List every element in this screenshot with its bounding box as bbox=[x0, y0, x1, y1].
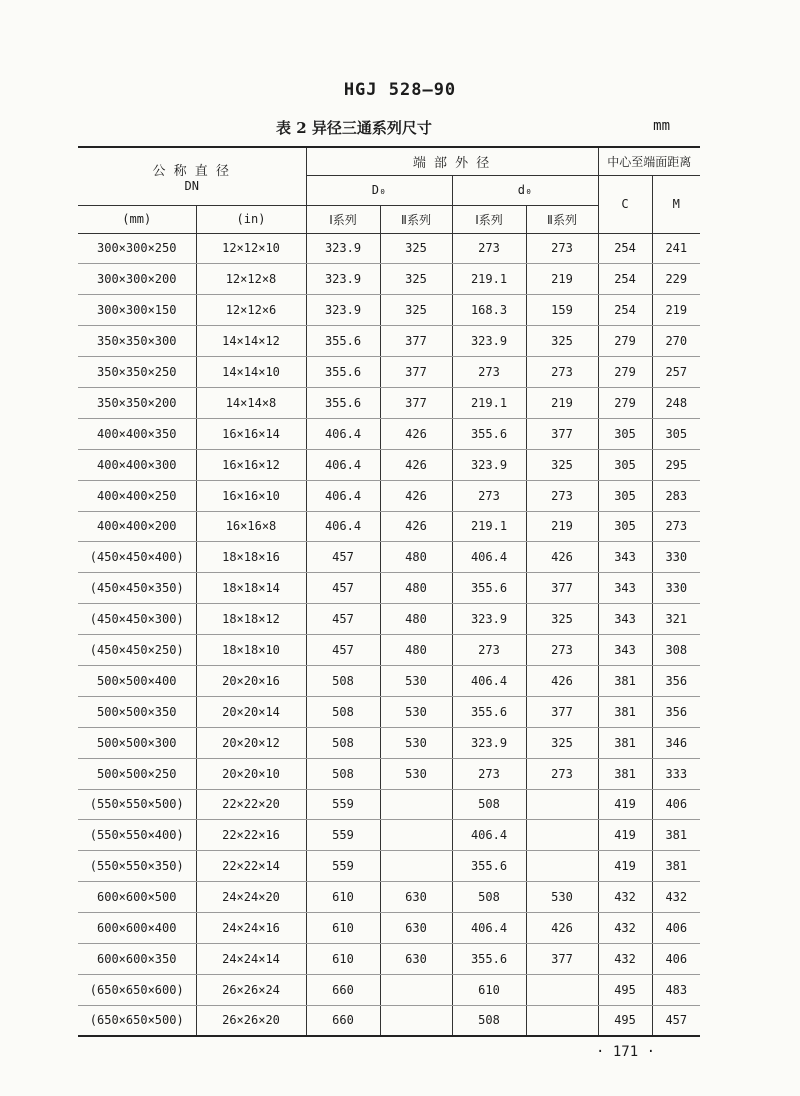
cell-d0-s1: 610 bbox=[306, 882, 380, 913]
cell-dn-mm: 400×400×250 bbox=[78, 480, 196, 511]
cell-dn-in: 22×22×20 bbox=[196, 789, 306, 820]
cell-m-value: 273 bbox=[652, 511, 700, 542]
cell-dn-mm: (550×550×350) bbox=[78, 851, 196, 882]
cell-d0b-s1: 355.6 bbox=[452, 418, 526, 449]
cell-d0b-s1: 323.9 bbox=[452, 326, 526, 357]
cell-d0-s1: 406.4 bbox=[306, 449, 380, 480]
cell-dn-in: 16×16×14 bbox=[196, 418, 306, 449]
cell-m-value: 457 bbox=[652, 1005, 700, 1036]
cell-dn-mm: 350×350×200 bbox=[78, 387, 196, 418]
cell-dn-mm: (450×450×400) bbox=[78, 542, 196, 573]
cell-d0-s2 bbox=[380, 789, 452, 820]
cell-d0b-s2: 219 bbox=[526, 511, 598, 542]
dn-header-sub: DN bbox=[184, 178, 199, 193]
cell-c-value: 305 bbox=[598, 418, 652, 449]
cell-d0-s2: 630 bbox=[380, 943, 452, 974]
unit-label: mm bbox=[653, 118, 670, 134]
cell-d0-s1: 355.6 bbox=[306, 357, 380, 388]
cell-dn-mm: (650×650×600) bbox=[78, 974, 196, 1005]
table-row bbox=[78, 1005, 700, 1036]
cell-d0-s1: 406.4 bbox=[306, 511, 380, 542]
cell-m-value: 330 bbox=[652, 542, 700, 573]
cell-dn-in: 18×18×14 bbox=[196, 573, 306, 604]
cell-dn-mm: 600×600×350 bbox=[78, 943, 196, 974]
cell-d0b-s2: 426 bbox=[526, 665, 598, 696]
cell-d0-s2: 530 bbox=[380, 727, 452, 758]
cell-dn-in: 22×22×16 bbox=[196, 820, 306, 851]
cell-d0-s1: 508 bbox=[306, 727, 380, 758]
table-row bbox=[78, 573, 700, 604]
cell-d0b-s2 bbox=[526, 974, 598, 1005]
cell-c-value: 419 bbox=[598, 789, 652, 820]
cell-d0b-s2: 377 bbox=[526, 943, 598, 974]
cell-d0-s1: 508 bbox=[306, 758, 380, 789]
cell-c-value: 432 bbox=[598, 913, 652, 944]
cell-dn-mm: 500×500×400 bbox=[78, 665, 196, 696]
table-caption: 表 2 异径三通系列尺寸 bbox=[276, 119, 432, 137]
cell-d0b-s2: 377 bbox=[526, 418, 598, 449]
cell-d0b-s2: 377 bbox=[526, 696, 598, 727]
cell-c-value: 305 bbox=[598, 511, 652, 542]
cell-d0b-s1: 219.1 bbox=[452, 264, 526, 295]
table-row bbox=[78, 820, 700, 851]
cell-c-value: 495 bbox=[598, 1005, 652, 1036]
table-row bbox=[78, 233, 700, 264]
cell-d0-s2: 480 bbox=[380, 635, 452, 666]
cell-d0b-s1: 323.9 bbox=[452, 449, 526, 480]
cell-d0b-s2: 530 bbox=[526, 882, 598, 913]
cell-m-value: 257 bbox=[652, 357, 700, 388]
cell-m-value: 406 bbox=[652, 913, 700, 944]
series1-header: Ⅰ系列 bbox=[452, 205, 526, 233]
cell-d0-s1: 660 bbox=[306, 974, 380, 1005]
cell-dn-in: 14×14×10 bbox=[196, 357, 306, 388]
cell-d0-s1: 508 bbox=[306, 665, 380, 696]
table-row bbox=[78, 449, 700, 480]
cell-dn-mm: 350×350×300 bbox=[78, 326, 196, 357]
cell-m-value: 219 bbox=[652, 295, 700, 326]
cell-d0-s1: 355.6 bbox=[306, 387, 380, 418]
cell-m-value: 381 bbox=[652, 820, 700, 851]
cell-d0-s2: 426 bbox=[380, 480, 452, 511]
cell-d0b-s1: 406.4 bbox=[452, 913, 526, 944]
cell-d0b-s2: 219 bbox=[526, 387, 598, 418]
cell-d0-s1: 457 bbox=[306, 604, 380, 635]
cell-d0b-s2: 273 bbox=[526, 758, 598, 789]
cell-d0-s2: 426 bbox=[380, 418, 452, 449]
cell-dn-in: 16×16×8 bbox=[196, 511, 306, 542]
cell-m-value: 333 bbox=[652, 758, 700, 789]
cell-d0-s2: 377 bbox=[380, 357, 452, 388]
cell-c-value: 381 bbox=[598, 727, 652, 758]
cell-d0b-s2: 219 bbox=[526, 264, 598, 295]
cell-d0b-s1: 273 bbox=[452, 233, 526, 264]
cell-d0b-s1: 406.4 bbox=[452, 665, 526, 696]
cell-d0-s1: 610 bbox=[306, 943, 380, 974]
cell-dn-mm: (550×550×500) bbox=[78, 789, 196, 820]
cell-d0b-s1: 406.4 bbox=[452, 542, 526, 573]
cell-m-value: 346 bbox=[652, 727, 700, 758]
cell-d0b-s1: 355.6 bbox=[452, 943, 526, 974]
cell-d0-s1: 660 bbox=[306, 1005, 380, 1036]
standard-code: HGJ 528—90 bbox=[343, 80, 457, 100]
center-distance-header: 中心至端面距离 bbox=[598, 147, 700, 175]
dn-header-label: 公 称 直 径 bbox=[152, 163, 231, 179]
cell-d0-s2: 325 bbox=[380, 264, 452, 295]
cell-d0b-s1: 219.1 bbox=[452, 511, 526, 542]
cell-d0-s1: 355.6 bbox=[306, 326, 380, 357]
cell-dn-in: 24×24×20 bbox=[196, 882, 306, 913]
cell-m-value: 356 bbox=[652, 696, 700, 727]
cell-d0b-s2: 325 bbox=[526, 604, 598, 635]
table-row bbox=[78, 387, 700, 418]
cell-c-value: 254 bbox=[598, 233, 652, 264]
cell-c-value: 381 bbox=[598, 758, 652, 789]
cell-d0b-s1: 508 bbox=[452, 1005, 526, 1036]
cell-d0b-s2: 159 bbox=[526, 295, 598, 326]
cell-dn-in: 22×22×14 bbox=[196, 851, 306, 882]
d0-header: D₀ bbox=[306, 175, 452, 205]
cell-c-value: 305 bbox=[598, 449, 652, 480]
cell-d0-s1: 323.9 bbox=[306, 295, 380, 326]
cell-dn-mm: 600×600×500 bbox=[78, 882, 196, 913]
cell-m-value: 248 bbox=[652, 387, 700, 418]
cell-c-value: 279 bbox=[598, 326, 652, 357]
cell-m-value: 305 bbox=[652, 418, 700, 449]
cell-d0b-s1: 273 bbox=[452, 357, 526, 388]
cell-d0b-s2 bbox=[526, 851, 598, 882]
cell-dn-mm: 600×600×400 bbox=[78, 913, 196, 944]
cell-dn-mm: 350×350×250 bbox=[78, 357, 196, 388]
cell-d0b-s2: 325 bbox=[526, 727, 598, 758]
cell-d0-s1: 559 bbox=[306, 851, 380, 882]
cell-d0b-s1: 273 bbox=[452, 758, 526, 789]
cell-m-value: 229 bbox=[652, 264, 700, 295]
table-row bbox=[78, 727, 700, 758]
cell-d0-s2: 530 bbox=[380, 696, 452, 727]
cell-d0b-s2: 273 bbox=[526, 357, 598, 388]
cell-dn-mm: (450×450×350) bbox=[78, 573, 196, 604]
cell-d0b-s2: 377 bbox=[526, 573, 598, 604]
cell-d0-s1: 559 bbox=[306, 820, 380, 851]
cell-dn-mm: 500×500×300 bbox=[78, 727, 196, 758]
cell-dn-mm: 500×500×250 bbox=[78, 758, 196, 789]
cell-m-value: 432 bbox=[652, 882, 700, 913]
c-header: C bbox=[598, 175, 652, 233]
cell-d0b-s2: 325 bbox=[526, 326, 598, 357]
table-row bbox=[78, 357, 700, 388]
cell-c-value: 254 bbox=[598, 295, 652, 326]
table-row bbox=[78, 635, 700, 666]
table-row bbox=[78, 696, 700, 727]
caption-row bbox=[78, 112, 698, 142]
cell-dn-mm: 300×300×200 bbox=[78, 264, 196, 295]
cell-d0b-s1: 168.3 bbox=[452, 295, 526, 326]
table-row bbox=[78, 789, 700, 820]
table-row bbox=[78, 264, 700, 295]
cell-d0b-s2: 426 bbox=[526, 542, 598, 573]
cell-d0b-s1: 355.6 bbox=[452, 696, 526, 727]
cell-d0b-s1: 610 bbox=[452, 974, 526, 1005]
cell-dn-mm: 400×400×350 bbox=[78, 418, 196, 449]
cell-d0b-s2 bbox=[526, 820, 598, 851]
cell-dn-in: 20×20×16 bbox=[196, 665, 306, 696]
cell-d0-s2: 325 bbox=[380, 295, 452, 326]
cell-dn-in: 24×24×14 bbox=[196, 943, 306, 974]
cell-dn-in: 14×14×12 bbox=[196, 326, 306, 357]
cell-d0-s2 bbox=[380, 974, 452, 1005]
cell-c-value: 254 bbox=[598, 264, 652, 295]
series1-header: Ⅰ系列 bbox=[306, 205, 380, 233]
cell-d0-s2: 426 bbox=[380, 449, 452, 480]
cell-d0b-s2 bbox=[526, 1005, 598, 1036]
cell-dn-in: 26×26×24 bbox=[196, 974, 306, 1005]
cell-m-value: 406 bbox=[652, 943, 700, 974]
cell-d0-s2 bbox=[380, 820, 452, 851]
cell-m-value: 270 bbox=[652, 326, 700, 357]
cell-dn-mm: 400×400×200 bbox=[78, 511, 196, 542]
cell-dn-in: 20×20×10 bbox=[196, 758, 306, 789]
in-header: (in) bbox=[196, 205, 306, 233]
cell-d0b-s1: 355.6 bbox=[452, 573, 526, 604]
cell-d0-s1: 406.4 bbox=[306, 480, 380, 511]
cell-c-value: 343 bbox=[598, 604, 652, 635]
cell-d0b-s1: 219.1 bbox=[452, 387, 526, 418]
cell-dn-in: 16×16×10 bbox=[196, 480, 306, 511]
cell-d0-s2: 630 bbox=[380, 882, 452, 913]
cell-m-value: 283 bbox=[652, 480, 700, 511]
cell-d0-s1: 610 bbox=[306, 913, 380, 944]
cell-d0-s1: 508 bbox=[306, 696, 380, 727]
cell-d0b-s1: 508 bbox=[452, 882, 526, 913]
cell-d0b-s2 bbox=[526, 789, 598, 820]
cell-d0b-s1: 406.4 bbox=[452, 820, 526, 851]
cell-d0-s2: 630 bbox=[380, 913, 452, 944]
table-row bbox=[78, 418, 700, 449]
cell-d0-s1: 323.9 bbox=[306, 233, 380, 264]
table-row bbox=[78, 604, 700, 635]
cell-c-value: 432 bbox=[598, 943, 652, 974]
dn-header bbox=[78, 147, 306, 205]
table-row bbox=[78, 295, 700, 326]
cell-d0-s2: 530 bbox=[380, 758, 452, 789]
cell-dn-in: 14×14×8 bbox=[196, 387, 306, 418]
table-body bbox=[78, 233, 700, 1036]
cell-d0b-s2: 325 bbox=[526, 449, 598, 480]
cell-c-value: 343 bbox=[598, 542, 652, 573]
cell-m-value: 321 bbox=[652, 604, 700, 635]
cell-d0-s2: 530 bbox=[380, 665, 452, 696]
cell-d0-s2: 480 bbox=[380, 542, 452, 573]
page-number: · 171 · bbox=[596, 1044, 656, 1060]
table-row bbox=[78, 326, 700, 357]
cell-d0-s1: 457 bbox=[306, 635, 380, 666]
cell-dn-in: 24×24×16 bbox=[196, 913, 306, 944]
cell-dn-in: 18×18×10 bbox=[196, 635, 306, 666]
cell-d0-s2: 426 bbox=[380, 511, 452, 542]
cell-dn-in: 20×20×12 bbox=[196, 727, 306, 758]
spec-table bbox=[78, 146, 700, 1037]
table-row bbox=[78, 913, 700, 944]
cell-d0-s1: 406.4 bbox=[306, 418, 380, 449]
cell-dn-in: 12×12×10 bbox=[196, 233, 306, 264]
cell-d0-s2 bbox=[380, 1005, 452, 1036]
cell-dn-mm: 300×300×250 bbox=[78, 233, 196, 264]
cell-d0-s1: 323.9 bbox=[306, 264, 380, 295]
cell-m-value: 356 bbox=[652, 665, 700, 696]
cell-c-value: 279 bbox=[598, 387, 652, 418]
cell-d0-s1: 457 bbox=[306, 573, 380, 604]
cell-d0-s2 bbox=[380, 851, 452, 882]
cell-c-value: 343 bbox=[598, 635, 652, 666]
cell-c-value: 343 bbox=[598, 573, 652, 604]
cell-d0b-s2: 273 bbox=[526, 480, 598, 511]
table-row bbox=[78, 943, 700, 974]
table-row bbox=[78, 511, 700, 542]
cell-c-value: 381 bbox=[598, 665, 652, 696]
cell-d0-s2: 377 bbox=[380, 326, 452, 357]
cell-d0b-s1: 323.9 bbox=[452, 604, 526, 635]
cell-dn-mm: (550×550×400) bbox=[78, 820, 196, 851]
cell-d0-s1: 559 bbox=[306, 789, 380, 820]
cell-m-value: 406 bbox=[652, 789, 700, 820]
cell-m-value: 330 bbox=[652, 573, 700, 604]
cell-m-value: 308 bbox=[652, 635, 700, 666]
cell-d0-s2: 377 bbox=[380, 387, 452, 418]
cell-d0-s1: 457 bbox=[306, 542, 380, 573]
cell-dn-in: 26×26×20 bbox=[196, 1005, 306, 1036]
cell-dn-in: 12×12×8 bbox=[196, 264, 306, 295]
cell-d0b-s1: 323.9 bbox=[452, 727, 526, 758]
cell-dn-in: 16×16×12 bbox=[196, 449, 306, 480]
cell-d0-s2: 480 bbox=[380, 573, 452, 604]
cell-dn-mm: (450×450×300) bbox=[78, 604, 196, 635]
outer-diameter-header: 端 部 外 径 bbox=[306, 147, 598, 175]
cell-dn-in: 20×20×14 bbox=[196, 696, 306, 727]
cell-d0-s2: 480 bbox=[380, 604, 452, 635]
cell-m-value: 241 bbox=[652, 233, 700, 264]
table-row bbox=[78, 758, 700, 789]
cell-dn-in: 12×12×6 bbox=[196, 295, 306, 326]
cell-c-value: 432 bbox=[598, 882, 652, 913]
table-row bbox=[78, 882, 700, 913]
cell-c-value: 305 bbox=[598, 480, 652, 511]
cell-c-value: 495 bbox=[598, 974, 652, 1005]
series2-header: Ⅱ系列 bbox=[526, 205, 598, 233]
cell-dn-in: 18×18×16 bbox=[196, 542, 306, 573]
cell-d0b-s1: 273 bbox=[452, 635, 526, 666]
cell-d0b-s1: 273 bbox=[452, 480, 526, 511]
cell-dn-in: 18×18×12 bbox=[196, 604, 306, 635]
cell-d0b-s2: 273 bbox=[526, 635, 598, 666]
mm-header: (mm) bbox=[78, 205, 196, 233]
cell-c-value: 419 bbox=[598, 820, 652, 851]
cell-c-value: 381 bbox=[598, 696, 652, 727]
d0b-header: d₀ bbox=[452, 175, 598, 205]
cell-c-value: 419 bbox=[598, 851, 652, 882]
cell-dn-mm: 300×300×150 bbox=[78, 295, 196, 326]
cell-dn-mm: 500×500×350 bbox=[78, 696, 196, 727]
cell-dn-mm: (650×650×500) bbox=[78, 1005, 196, 1036]
cell-m-value: 483 bbox=[652, 974, 700, 1005]
table-row bbox=[78, 974, 700, 1005]
table-row bbox=[78, 851, 700, 882]
series2-header: Ⅱ系列 bbox=[380, 205, 452, 233]
table-row bbox=[78, 480, 700, 511]
cell-m-value: 295 bbox=[652, 449, 700, 480]
cell-d0b-s2: 273 bbox=[526, 233, 598, 264]
cell-c-value: 279 bbox=[598, 357, 652, 388]
m-header: M bbox=[652, 175, 700, 233]
cell-m-value: 381 bbox=[652, 851, 700, 882]
cell-d0-s2: 325 bbox=[380, 233, 452, 264]
cell-d0b-s1: 508 bbox=[452, 789, 526, 820]
cell-d0b-s1: 355.6 bbox=[452, 851, 526, 882]
table-row bbox=[78, 665, 700, 696]
cell-dn-mm: 400×400×300 bbox=[78, 449, 196, 480]
cell-dn-mm: (450×450×250) bbox=[78, 635, 196, 666]
cell-d0b-s2: 426 bbox=[526, 913, 598, 944]
table-row bbox=[78, 542, 700, 573]
